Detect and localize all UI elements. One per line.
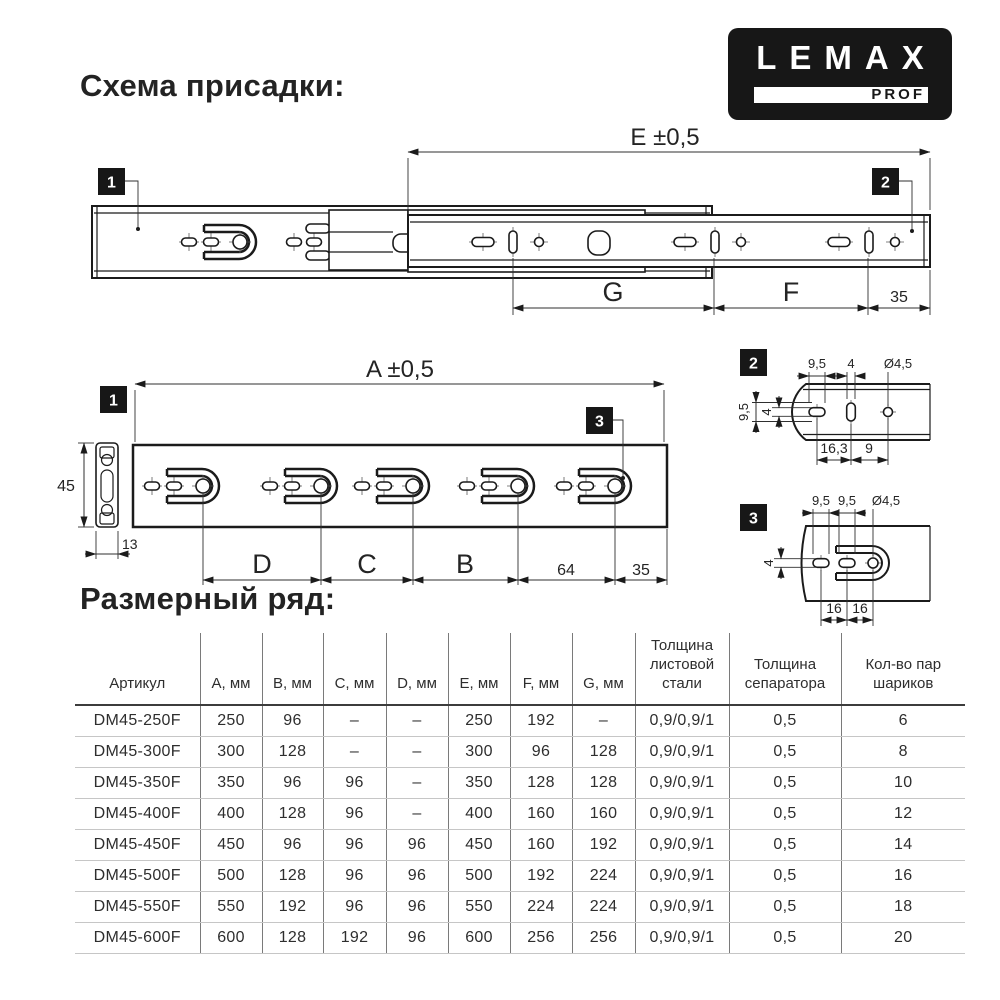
value-cell: 0,5	[729, 923, 841, 954]
value-cell: 0,9/0,9/1	[635, 737, 729, 768]
value-cell: 12	[841, 799, 965, 830]
dim-label-64: 64	[557, 562, 575, 579]
dim-label-b: B	[455, 549, 475, 579]
value-cell: 250	[448, 705, 510, 737]
article-cell: DM45-550F	[75, 892, 200, 923]
value-cell: 128	[510, 768, 572, 799]
dim-label-e: E ±0,5	[630, 124, 700, 151]
value-cell: 96	[386, 830, 448, 861]
article-cell: DM45-450F	[75, 830, 200, 861]
dim-d2-bottom-left: 16,3	[820, 440, 848, 456]
table-row	[75, 799, 965, 830]
value-cell: 10	[841, 768, 965, 799]
value-cell: 192	[572, 830, 635, 861]
svg-text:3: 3	[749, 510, 758, 528]
value-cell: 18	[841, 892, 965, 923]
svg-text:3: 3	[595, 413, 604, 431]
value-cell: 192	[510, 861, 572, 892]
brand-logo-text: LEMAX	[756, 39, 937, 76]
dim-d2-left-outer: 9,5	[736, 402, 751, 422]
svg-text:2: 2	[881, 174, 890, 192]
dim-d2-vslot-width: 4	[847, 356, 855, 371]
dim-d3-slot1: 9,5	[811, 493, 831, 508]
column-header: B, мм	[262, 633, 323, 705]
column-header: Толщина листовой стали	[635, 633, 729, 705]
brand-logo-subtext: PROF	[871, 86, 925, 103]
column-header: G, мм	[572, 633, 635, 705]
table-row	[75, 892, 965, 923]
column-header: A, мм	[200, 633, 262, 705]
value-cell: 600	[448, 923, 510, 954]
dim-d3-slot2: 9,5	[837, 493, 857, 508]
value-cell: 0,9/0,9/1	[635, 892, 729, 923]
column-header: F, мм	[510, 633, 572, 705]
value-cell: 128	[262, 737, 323, 768]
dim-label-g: G	[602, 277, 624, 307]
value-cell: 250	[200, 705, 262, 737]
column-header: Кол-во пар шариков	[841, 633, 965, 705]
table-row	[75, 737, 965, 768]
value-cell: –	[386, 768, 448, 799]
value-cell: 0,9/0,9/1	[635, 768, 729, 799]
value-cell: 450	[200, 830, 262, 861]
value-cell: 96	[386, 892, 448, 923]
column-header: D, мм	[386, 633, 448, 705]
value-cell: 0,9/0,9/1	[635, 861, 729, 892]
svg-text:1: 1	[109, 392, 118, 410]
value-cell: 128	[262, 923, 323, 954]
table-header-row	[75, 633, 965, 705]
column-header: Артикул	[75, 633, 200, 705]
value-cell: 192	[262, 892, 323, 923]
value-cell: 224	[510, 892, 572, 923]
value-cell: 192	[323, 923, 386, 954]
table-row	[75, 768, 965, 799]
value-cell: 0,9/0,9/1	[635, 799, 729, 830]
value-cell: 96	[323, 861, 386, 892]
value-cell: 96	[323, 768, 386, 799]
dim-d2-slot-width: 9,5	[807, 356, 827, 371]
dim-d3-left: 4	[761, 559, 776, 567]
value-cell: 0,9/0,9/1	[635, 705, 729, 737]
value-cell: 6	[841, 705, 965, 737]
page-title-sizes: Размерный ряд:	[80, 581, 336, 616]
value-cell: 224	[572, 861, 635, 892]
rail-cross-section	[96, 443, 118, 527]
dim-d2-hole-dia: Ø4,5	[883, 356, 913, 371]
value-cell: 96	[510, 737, 572, 768]
value-cell: 256	[510, 923, 572, 954]
article-cell: DM45-250F	[75, 705, 200, 737]
dim-label-45: 45	[57, 478, 75, 495]
value-cell: 400	[448, 799, 510, 830]
value-cell: 0,5	[729, 830, 841, 861]
diagram-extended-slide	[92, 124, 930, 315]
value-cell: –	[386, 799, 448, 830]
value-cell: 300	[200, 737, 262, 768]
article-cell: DM45-300F	[75, 737, 200, 768]
value-cell: 300	[448, 737, 510, 768]
value-cell: 128	[572, 768, 635, 799]
value-cell: 350	[448, 768, 510, 799]
value-cell: 96	[323, 830, 386, 861]
column-header: E, мм	[448, 633, 510, 705]
value-cell: 20	[841, 923, 965, 954]
dim-d3-bottom-left: 16	[826, 600, 842, 616]
value-cell: 500	[448, 861, 510, 892]
detail-view-3	[740, 493, 930, 626]
article-cell: DM45-500F	[75, 861, 200, 892]
value-cell: 14	[841, 830, 965, 861]
value-cell: 96	[323, 892, 386, 923]
dim-label-35-top: 35	[890, 289, 908, 306]
value-cell: 256	[572, 923, 635, 954]
column-header: C, мм	[323, 633, 386, 705]
value-cell: 550	[448, 892, 510, 923]
value-cell: 96	[386, 861, 448, 892]
dim-label-a: A ±0,5	[366, 356, 434, 383]
value-cell: 160	[572, 799, 635, 830]
callout-marker-3-detail	[740, 504, 767, 531]
page-title-scheme: Схема присадки:	[80, 68, 345, 103]
article-cell: DM45-350F	[75, 768, 200, 799]
value-cell: 128	[262, 861, 323, 892]
dim-label-c: C	[357, 549, 377, 579]
dim-d3-hole-dia: Ø4,5	[871, 493, 901, 508]
diagram-rail-face	[57, 356, 667, 585]
value-cell: –	[572, 705, 635, 737]
detail-view-2	[736, 349, 930, 465]
value-cell: 550	[200, 892, 262, 923]
dim-label-f: F	[782, 277, 800, 307]
value-cell: 400	[200, 799, 262, 830]
value-cell: 96	[262, 705, 323, 737]
value-cell: 500	[200, 861, 262, 892]
value-cell: 450	[448, 830, 510, 861]
callout-marker-1-front	[100, 386, 127, 413]
column-header: Толщина сепаратора	[729, 633, 841, 705]
svg-text:2: 2	[749, 355, 758, 373]
svg-text:1: 1	[107, 174, 116, 192]
value-cell: 0,5	[729, 861, 841, 892]
table-row	[75, 923, 965, 954]
value-cell: 16	[841, 861, 965, 892]
value-cell: 160	[510, 830, 572, 861]
value-cell: 160	[510, 799, 572, 830]
value-cell: 224	[572, 892, 635, 923]
value-cell: 128	[572, 737, 635, 768]
article-cell: DM45-400F	[75, 799, 200, 830]
value-cell: –	[386, 705, 448, 737]
value-cell: 0,5	[729, 737, 841, 768]
dim-d3-bottom-right: 16	[852, 600, 868, 616]
callout-marker-2-detail	[740, 349, 767, 376]
value-cell: 96	[262, 768, 323, 799]
dim-label-d: D	[252, 549, 272, 579]
dim-label-13: 13	[122, 536, 138, 552]
value-cell: 0,5	[729, 768, 841, 799]
value-cell: –	[323, 705, 386, 737]
value-cell: 128	[262, 799, 323, 830]
value-cell: 0,5	[729, 705, 841, 737]
value-cell: 192	[510, 705, 572, 737]
value-cell: 96	[323, 799, 386, 830]
value-cell: 350	[200, 768, 262, 799]
value-cell: 600	[200, 923, 262, 954]
dim-d2-bottom-right: 9	[865, 440, 873, 456]
dim-d2-left-inner: 4	[759, 408, 774, 416]
size-range-table	[75, 633, 965, 954]
value-cell: 0,5	[729, 799, 841, 830]
value-cell: –	[323, 737, 386, 768]
value-cell: 0,9/0,9/1	[635, 923, 729, 954]
table-row	[75, 705, 965, 737]
table-row	[75, 830, 965, 861]
dim-label-35-front: 35	[632, 562, 650, 579]
value-cell: –	[386, 737, 448, 768]
value-cell: 96	[262, 830, 323, 861]
table-row	[75, 861, 965, 892]
value-cell: 0,5	[729, 892, 841, 923]
value-cell: 8	[841, 737, 965, 768]
article-cell: DM45-600F	[75, 923, 200, 954]
value-cell: 0,9/0,9/1	[635, 830, 729, 861]
value-cell: 96	[386, 923, 448, 954]
